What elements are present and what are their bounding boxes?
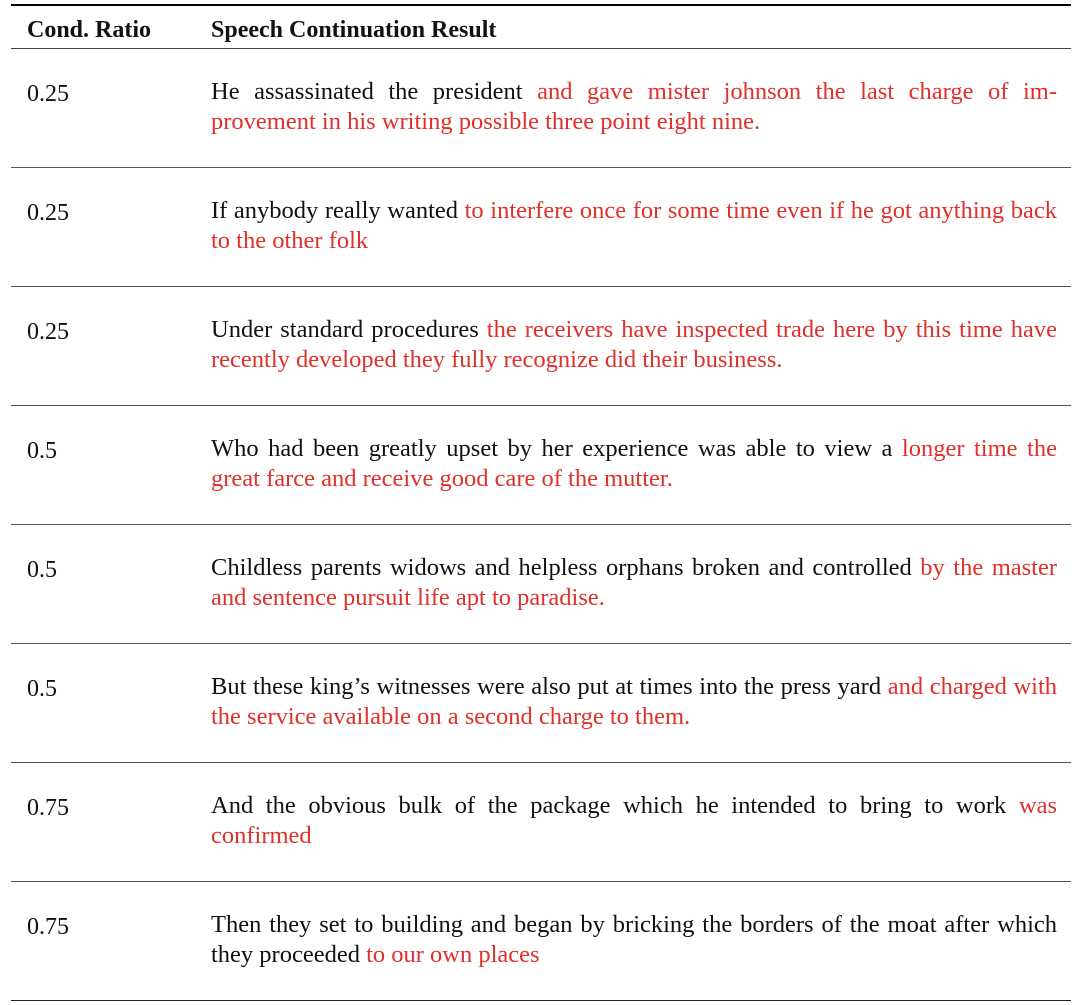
table-row: [11, 287, 1071, 406]
cond-ratio-cell: 0.25: [27, 200, 69, 226]
prompt-text: He assassinated the president: [211, 78, 538, 105]
table-row: [11, 525, 1071, 644]
table-row: [11, 168, 1071, 287]
table-header: [11, 6, 1071, 49]
continuation-cell: [211, 672, 1057, 732]
generated-text: the receivers have inspected trade here by this time have recently developed they fully recognize did their business.: [211, 316, 1057, 373]
cond-ratio-cell: 0.5: [27, 557, 57, 583]
cond-ratio-cell: 0.75: [27, 795, 69, 821]
results-table: [11, 4, 1071, 1001]
table-row: [11, 763, 1071, 882]
generated-text: longer time the great farce and receive good care of the mutter.: [211, 435, 1057, 492]
header-cond-ratio: Cond. Ratio: [27, 17, 152, 43]
table-row: [11, 644, 1071, 763]
continuation-cell: [211, 77, 1057, 137]
cond-ratio-cell: 0.75: [27, 914, 69, 940]
generated-text: and charged with the service available on a second charge to them.: [211, 673, 1058, 730]
table-row: [11, 882, 1071, 1001]
cond-ratio-cell: 0.5: [27, 676, 57, 702]
continuation-cell: [211, 791, 1057, 851]
continuation-cell: [211, 553, 1057, 613]
prompt-text: Under standard procedures: [211, 316, 487, 343]
continuation-cell: [211, 434, 1057, 494]
table-row: [11, 406, 1071, 525]
generated-text: and gave mister johnson the last charge of im-provement in his writing possible three point eight nine.: [211, 78, 1057, 135]
cond-ratio-cell: 0.5: [27, 438, 57, 464]
generated-text: was confirmed: [211, 792, 1057, 849]
cond-ratio-cell: 0.25: [27, 81, 69, 107]
header-speech-continuation-result: Speech Continuation Result: [211, 17, 497, 43]
continuation-cell: [211, 315, 1057, 375]
prompt-text: And the obvious bulk of the package which he intended to bring to work: [211, 792, 1019, 819]
continuation-cell: [211, 910, 1057, 970]
generated-text: to interfere once for some time even if he got anything back to the other folk: [211, 197, 1057, 254]
prompt-text: But these king’s witnesses were also put at times into the press yard: [211, 673, 888, 700]
generated-text: to our own places: [366, 941, 540, 968]
table-row: [11, 49, 1071, 168]
prompt-text: Who had been greatly upset by her experience was able to view a: [211, 435, 902, 462]
generated-text: by the master and sentence pursuit life apt to paradise.: [211, 554, 1057, 611]
prompt-text: Then they set to building and began by bricking the borders of the moat after which they proceeded: [211, 911, 1057, 968]
continuation-cell: [211, 196, 1057, 256]
cond-ratio-cell: 0.25: [27, 319, 69, 345]
prompt-text: If anybody really wanted: [211, 197, 465, 224]
prompt-text: Childless parents widows and helpless orphans broken and controlled: [211, 554, 921, 581]
